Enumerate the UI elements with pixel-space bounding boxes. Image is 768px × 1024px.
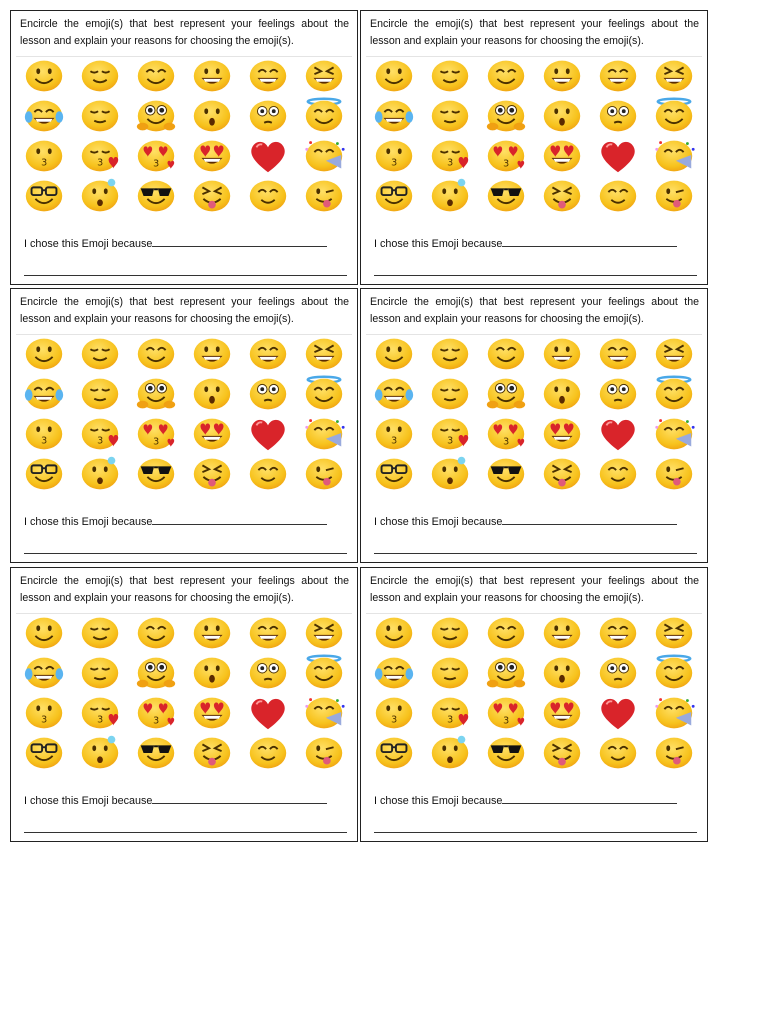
reason-prompt: I chose this Emoji because: [24, 795, 153, 807]
svg-text:3: 3: [153, 158, 160, 170]
relieved-face-icon[interactable]: [72, 96, 128, 136]
emoji-grid: [366, 334, 702, 494]
hugging-face-icon[interactable]: [478, 96, 534, 136]
svg-text:3: 3: [447, 714, 454, 726]
party-face-icon[interactable]: [296, 693, 352, 733]
winking-tongue-icon[interactable]: [296, 454, 352, 494]
tongue-squint-icon[interactable]: [534, 733, 590, 773]
grinning-face-icon[interactable]: [534, 613, 590, 653]
svg-text:3: 3: [503, 158, 510, 170]
tongue-squint-icon[interactable]: [534, 176, 590, 216]
tears-of-joy-icon[interactable]: [366, 96, 422, 136]
nerd-glasses-icon[interactable]: [366, 454, 422, 494]
dizzy-face-icon[interactable]: [422, 733, 478, 773]
reason-line: [24, 793, 327, 807]
svg-text:3: 3: [503, 436, 510, 448]
smiling-closed-eyes-icon[interactable]: [478, 613, 534, 653]
instruction-text: Encircle the emoji(s) that best represent your feelings about the lesson and explain your reasons for choosing the emoji(s).: [370, 296, 699, 325]
instruction-text: Encircle the emoji(s) that best represent your feelings about the lesson and explain your reasons for choosing the emoji(s).: [20, 575, 349, 604]
svg-text:3: 3: [391, 714, 398, 726]
reason-line: [24, 514, 327, 528]
hugging-face-icon[interactable]: [128, 96, 184, 136]
red-heart-icon[interactable]: [240, 414, 296, 454]
reason-blank[interactable]: [152, 793, 327, 804]
blowing-kiss-icon[interactable]: [422, 414, 478, 454]
reason-blank[interactable]: [152, 514, 327, 525]
svg-text:3: 3: [153, 715, 160, 727]
tongue-squint-icon[interactable]: [184, 176, 240, 216]
heart-eyes-icon[interactable]: [534, 136, 590, 176]
grinning-face-icon[interactable]: [534, 334, 590, 374]
grinning-face-icon[interactable]: [184, 613, 240, 653]
smiling-face-icon[interactable]: [366, 334, 422, 374]
tongue-squint-icon[interactable]: [184, 733, 240, 773]
relieved-face-icon[interactable]: [422, 653, 478, 693]
heart-eyes-icon[interactable]: [184, 414, 240, 454]
answer-line[interactable]: [374, 275, 697, 276]
flushed-face-icon[interactable]: [240, 653, 296, 693]
blowing-kiss-icon[interactable]: [72, 414, 128, 454]
dizzy-face-icon[interactable]: [422, 454, 478, 494]
svg-text:3: 3: [503, 715, 510, 727]
feedback-card: [360, 288, 708, 563]
hugging-face-icon[interactable]: [478, 653, 534, 693]
dizzy-face-icon[interactable]: [72, 454, 128, 494]
nerd-glasses-icon[interactable]: [16, 454, 72, 494]
nerd-glasses-icon[interactable]: [366, 733, 422, 773]
answer-line[interactable]: [24, 553, 347, 554]
reason-prompt: I chose this Emoji because: [374, 238, 503, 250]
heart-eyes-icon[interactable]: [184, 136, 240, 176]
emoji-grid: [16, 613, 352, 773]
svg-text:3: 3: [97, 157, 104, 169]
squinting-laugh-icon[interactable]: [646, 56, 702, 96]
smiling-closed-eyes-icon[interactable]: [128, 334, 184, 374]
hushed-face-icon[interactable]: [184, 374, 240, 414]
instruction-text: Encircle the emoji(s) that best represent your feelings about the lesson and explain your reasons for choosing the emoji(s).: [370, 575, 699, 604]
svg-text:3: 3: [447, 157, 454, 169]
winking-tongue-icon[interactable]: [646, 733, 702, 773]
svg-text:3: 3: [41, 714, 48, 726]
answer-line[interactable]: [374, 832, 697, 833]
kissing-hearts-icon[interactable]: [478, 136, 534, 176]
happy-closed-eyes-icon[interactable]: [590, 176, 646, 216]
halo-face-icon[interactable]: [646, 96, 702, 136]
tears-of-joy-icon[interactable]: [366, 374, 422, 414]
reason-line: [374, 514, 677, 528]
red-heart-icon[interactable]: [590, 136, 646, 176]
happy-closed-eyes-icon[interactable]: [590, 733, 646, 773]
flushed-face-icon[interactable]: [240, 96, 296, 136]
winking-tongue-icon[interactable]: [646, 454, 702, 494]
squinting-laugh-icon[interactable]: [646, 613, 702, 653]
sunglasses-face-icon[interactable]: [478, 176, 534, 216]
svg-text:3: 3: [153, 436, 160, 448]
emoji-grid: [16, 334, 352, 494]
tongue-squint-icon[interactable]: [534, 454, 590, 494]
grinning-face-icon[interactable]: [534, 56, 590, 96]
happy-closed-eyes-icon[interactable]: [590, 454, 646, 494]
sunglasses-face-icon[interactable]: [128, 176, 184, 216]
svg-text:3: 3: [97, 435, 104, 447]
happy-closed-eyes-icon[interactable]: [240, 176, 296, 216]
slight-smile-icon[interactable]: [422, 334, 478, 374]
instruction-text: Encircle the emoji(s) that best represent your feelings about the lesson and explain your reasons for choosing the emoji(s).: [370, 18, 699, 47]
tears-of-joy-icon[interactable]: [16, 374, 72, 414]
squinting-laugh-icon[interactable]: [296, 56, 352, 96]
svg-text:3: 3: [447, 435, 454, 447]
smiling-face-icon[interactable]: [16, 613, 72, 653]
relieved-face-icon[interactable]: [72, 653, 128, 693]
smiling-closed-eyes-icon[interactable]: [478, 334, 534, 374]
party-face-icon[interactable]: [646, 414, 702, 454]
flushed-face-icon[interactable]: [590, 374, 646, 414]
answer-line[interactable]: [24, 275, 347, 276]
dizzy-face-icon[interactable]: [72, 733, 128, 773]
beaming-face-icon[interactable]: [590, 56, 646, 96]
tears-of-joy-icon[interactable]: [16, 653, 72, 693]
emoji-grid: [16, 56, 352, 216]
flushed-face-icon[interactable]: [590, 96, 646, 136]
grinning-face-icon[interactable]: [184, 56, 240, 96]
tongue-squint-icon[interactable]: [184, 454, 240, 494]
smiling-closed-eyes-icon[interactable]: [478, 56, 534, 96]
kissing-face-icon[interactable]: [16, 414, 72, 454]
hugging-face-icon[interactable]: [128, 374, 184, 414]
reason-blank[interactable]: [152, 236, 327, 247]
happy-closed-eyes-icon[interactable]: [240, 733, 296, 773]
reason-line: [374, 793, 677, 807]
winking-tongue-icon[interactable]: [296, 733, 352, 773]
sunglasses-face-icon[interactable]: [128, 454, 184, 494]
svg-text:3: 3: [391, 435, 398, 447]
kissing-hearts-icon[interactable]: [128, 414, 184, 454]
hushed-face-icon[interactable]: [184, 653, 240, 693]
reason-blank[interactable]: [502, 236, 677, 247]
kissing-hearts-icon[interactable]: [128, 136, 184, 176]
reason-line: [374, 236, 677, 250]
blowing-kiss-icon[interactable]: [72, 136, 128, 176]
squinting-laugh-icon[interactable]: [296, 613, 352, 653]
kissing-face-icon[interactable]: [366, 693, 422, 733]
slight-smile-icon[interactable]: [72, 613, 128, 653]
kissing-hearts-icon[interactable]: [128, 693, 184, 733]
blowing-kiss-icon[interactable]: [72, 693, 128, 733]
halo-face-icon[interactable]: [296, 374, 352, 414]
smiling-closed-eyes-icon[interactable]: [128, 56, 184, 96]
reason-prompt: I chose this Emoji because: [24, 516, 153, 528]
kissing-face-icon[interactable]: [366, 136, 422, 176]
reason-blank[interactable]: [502, 793, 677, 804]
party-face-icon[interactable]: [296, 414, 352, 454]
reason-prompt: I chose this Emoji because: [374, 516, 503, 528]
halo-face-icon[interactable]: [296, 96, 352, 136]
relieved-face-icon[interactable]: [72, 374, 128, 414]
tears-of-joy-icon[interactable]: [366, 653, 422, 693]
heart-eyes-icon[interactable]: [534, 414, 590, 454]
party-face-icon[interactable]: [296, 136, 352, 176]
hushed-face-icon[interactable]: [534, 96, 590, 136]
svg-text:3: 3: [97, 714, 104, 726]
relieved-face-icon[interactable]: [422, 96, 478, 136]
sunglasses-face-icon[interactable]: [478, 454, 534, 494]
reason-line: [24, 236, 327, 250]
heart-eyes-icon[interactable]: [184, 693, 240, 733]
instruction-text: Encircle the emoji(s) that best represent your feelings about the lesson and explain your reasons for choosing the emoji(s).: [20, 296, 349, 325]
beaming-face-icon[interactable]: [590, 334, 646, 374]
svg-text:3: 3: [391, 157, 398, 169]
hushed-face-icon[interactable]: [534, 653, 590, 693]
kissing-face-icon[interactable]: [366, 414, 422, 454]
party-face-icon[interactable]: [646, 136, 702, 176]
nerd-glasses-icon[interactable]: [16, 733, 72, 773]
heart-eyes-icon[interactable]: [534, 693, 590, 733]
feedback-card: [10, 10, 358, 285]
winking-tongue-icon[interactable]: [646, 176, 702, 216]
feedback-card: [10, 567, 358, 842]
slight-smile-icon[interactable]: [422, 613, 478, 653]
relieved-face-icon[interactable]: [422, 374, 478, 414]
smiling-face-icon[interactable]: [366, 613, 422, 653]
smiling-face-icon[interactable]: [366, 56, 422, 96]
flushed-face-icon[interactable]: [590, 653, 646, 693]
hugging-face-icon[interactable]: [478, 374, 534, 414]
kissing-hearts-icon[interactable]: [478, 693, 534, 733]
party-face-icon[interactable]: [646, 693, 702, 733]
kissing-hearts-icon[interactable]: [478, 414, 534, 454]
hushed-face-icon[interactable]: [184, 96, 240, 136]
reason-blank[interactable]: [502, 514, 677, 525]
emoji-grid: [366, 56, 702, 216]
smiling-closed-eyes-icon[interactable]: [128, 613, 184, 653]
dizzy-face-icon[interactable]: [422, 176, 478, 216]
flushed-face-icon[interactable]: [240, 374, 296, 414]
reason-prompt: I chose this Emoji because: [374, 795, 503, 807]
slight-smile-icon[interactable]: [72, 56, 128, 96]
answer-line[interactable]: [374, 553, 697, 554]
nerd-glasses-icon[interactable]: [366, 176, 422, 216]
squinting-laugh-icon[interactable]: [646, 334, 702, 374]
beaming-face-icon[interactable]: [240, 334, 296, 374]
beaming-face-icon[interactable]: [240, 613, 296, 653]
halo-face-icon[interactable]: [646, 653, 702, 693]
svg-text:3: 3: [41, 435, 48, 447]
beaming-face-icon[interactable]: [240, 56, 296, 96]
happy-closed-eyes-icon[interactable]: [240, 454, 296, 494]
feedback-card: [360, 567, 708, 842]
sunglasses-face-icon[interactable]: [128, 733, 184, 773]
answer-line[interactable]: [24, 832, 347, 833]
smiling-face-icon[interactable]: [16, 56, 72, 96]
hugging-face-icon[interactable]: [128, 653, 184, 693]
slight-smile-icon[interactable]: [422, 56, 478, 96]
kissing-face-icon[interactable]: [16, 693, 72, 733]
halo-face-icon[interactable]: [646, 374, 702, 414]
beaming-face-icon[interactable]: [590, 613, 646, 653]
hushed-face-icon[interactable]: [534, 374, 590, 414]
red-heart-icon[interactable]: [240, 693, 296, 733]
winking-tongue-icon[interactable]: [296, 176, 352, 216]
blowing-kiss-icon[interactable]: [422, 693, 478, 733]
nerd-glasses-icon[interactable]: [16, 176, 72, 216]
red-heart-icon[interactable]: [240, 136, 296, 176]
reason-prompt: I chose this Emoji because: [24, 238, 153, 250]
feedback-card: [360, 10, 708, 285]
red-heart-icon[interactable]: [590, 693, 646, 733]
kissing-face-icon[interactable]: [16, 136, 72, 176]
tears-of-joy-icon[interactable]: [16, 96, 72, 136]
instruction-text: Encircle the emoji(s) that best represent your feelings about the lesson and explain your reasons for choosing the emoji(s).: [20, 18, 349, 47]
dizzy-face-icon[interactable]: [72, 176, 128, 216]
grinning-face-icon[interactable]: [184, 334, 240, 374]
smiling-face-icon[interactable]: [16, 334, 72, 374]
svg-text:3: 3: [41, 157, 48, 169]
red-heart-icon[interactable]: [590, 414, 646, 454]
slight-smile-icon[interactable]: [72, 334, 128, 374]
feedback-card: [10, 288, 358, 563]
squinting-laugh-icon[interactable]: [296, 334, 352, 374]
blowing-kiss-icon[interactable]: [422, 136, 478, 176]
emoji-grid: [366, 613, 702, 773]
halo-face-icon[interactable]: [296, 653, 352, 693]
sunglasses-face-icon[interactable]: [478, 733, 534, 773]
